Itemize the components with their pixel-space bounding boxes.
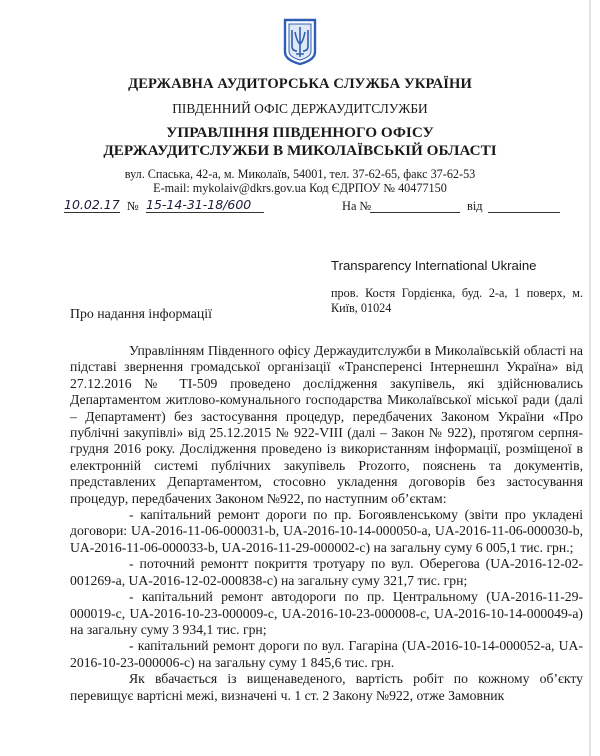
body-paragraph: Як вбачається із вищенаведеного, вартість робіт по кожному об’єкту перевищує вартісні межі, визначені ч. 1 ст. 2 Закону №922, отже Замовник <box>70 671 583 703</box>
department-name-line1: УПРАВЛІННЯ ПІВДЕННОГО ОФІСУ <box>166 124 434 141</box>
reply-to-label: На № <box>342 199 372 213</box>
body-list-item: - капітальний ремонт дороги по вул. Гагаріна (UA-2016-10-14-000052-a, UA-2016-10-23-000006-c) на загальну суму 1 845,6 тис. грн. <box>70 638 583 670</box>
outgoing-date: 10.02.17 <box>64 197 120 212</box>
office-contacts: E-mail: mykolaiv@dkrs.gov.ua Код ЄДРПОУ № 40477150 <box>153 181 447 195</box>
reply-to-blank <box>370 212 460 213</box>
body-list-item: - капітальний ремонт дороги по пр. Богоявленському (звіти про укладені договори: UA-2016-11-06-000031-b, UA-2016-10-14-000050-a, UA-2016-11-06-000030-b, UA-2016-11-06-000033-b, UA-2016-11-29-000002-c) на загальну суму 6 005,1 тис. грн.; <box>70 507 583 555</box>
letter-subject: Про надання інформації <box>70 306 212 321</box>
department-name-line2: ДЕРЖАУДИТСЛУЖБИ В МИКОЛАЇВСЬКІЙ ОБЛАСТІ <box>103 142 497 159</box>
number-label: № <box>127 199 139 213</box>
from-label: від <box>467 199 483 213</box>
registration-line <box>0 196 600 218</box>
recipient-name: Transparency International Ukraine <box>331 258 537 273</box>
recipient-address: пров. Костя Гордієнка, буд. 2-а, 1 поверх, м. Київ, 01024 <box>331 286 583 315</box>
body-list-item: - капітальний ремонт автодороги по пр. Центральному (UA-2016-11-29-000019-c, UA-2016-10-23-000009-c, UA-2016-10-23-000008-c, UA-2016-10-14-000049-a) на загальну суму 3 934,1 тис. грн; <box>70 589 583 637</box>
body-list-item: - поточний ремонтт покриття тротуару по вул. Оберегова (UA-2016-12-02-001269-a, UA-2016-12-02-000838-c) на загальну суму 321,7 тис. грн; <box>70 556 583 588</box>
body-paragraph: Управлінням Південного офісу Держаудитслужби в Миколаївській області на підставі звернення громадської організації «Трансперенсі Інтернешнл Україна» від 27.12.2016 № ТІ-509 проведено дослідження закупівель, які здійснювались Департаментом житлово-комунального господарства Миколаївської міської ради (далі – Департамент) без застосування процедур, передбачених Законом України «Про публічні закупівлі» від 25.12.2015 № 922-VIII (далі – Закон № 922), протягом серпня-грудня 2016 року. Дослідження проведено із використанням інформації, розміщеної в електронній системі публічних закупівель Prozorro, пояснень та документів, представлених Департаментом, стосовно укладення договорів без застосування процедур, передбачених Законом №922, по наступним об’єктам: <box>70 343 583 506</box>
from-blank <box>488 212 560 213</box>
office-address: вул. Спаська, 42-а, м. Миколаїв, 54001, тел. 37-62-65, факс 37-62-53 <box>124 167 476 181</box>
coat-of-arms-icon <box>283 18 317 66</box>
office-name: ПІВДЕННИЙ ОФІС ДЕРЖАУДИТСЛУЖБИ <box>172 101 428 116</box>
outgoing-number: 15-14-31-18/600 <box>146 197 264 213</box>
agency-name: ДЕРЖАВНА АУДИТОРСЬКА СЛУЖБА УКРАЇНИ <box>128 76 472 92</box>
letter-body <box>70 343 583 704</box>
